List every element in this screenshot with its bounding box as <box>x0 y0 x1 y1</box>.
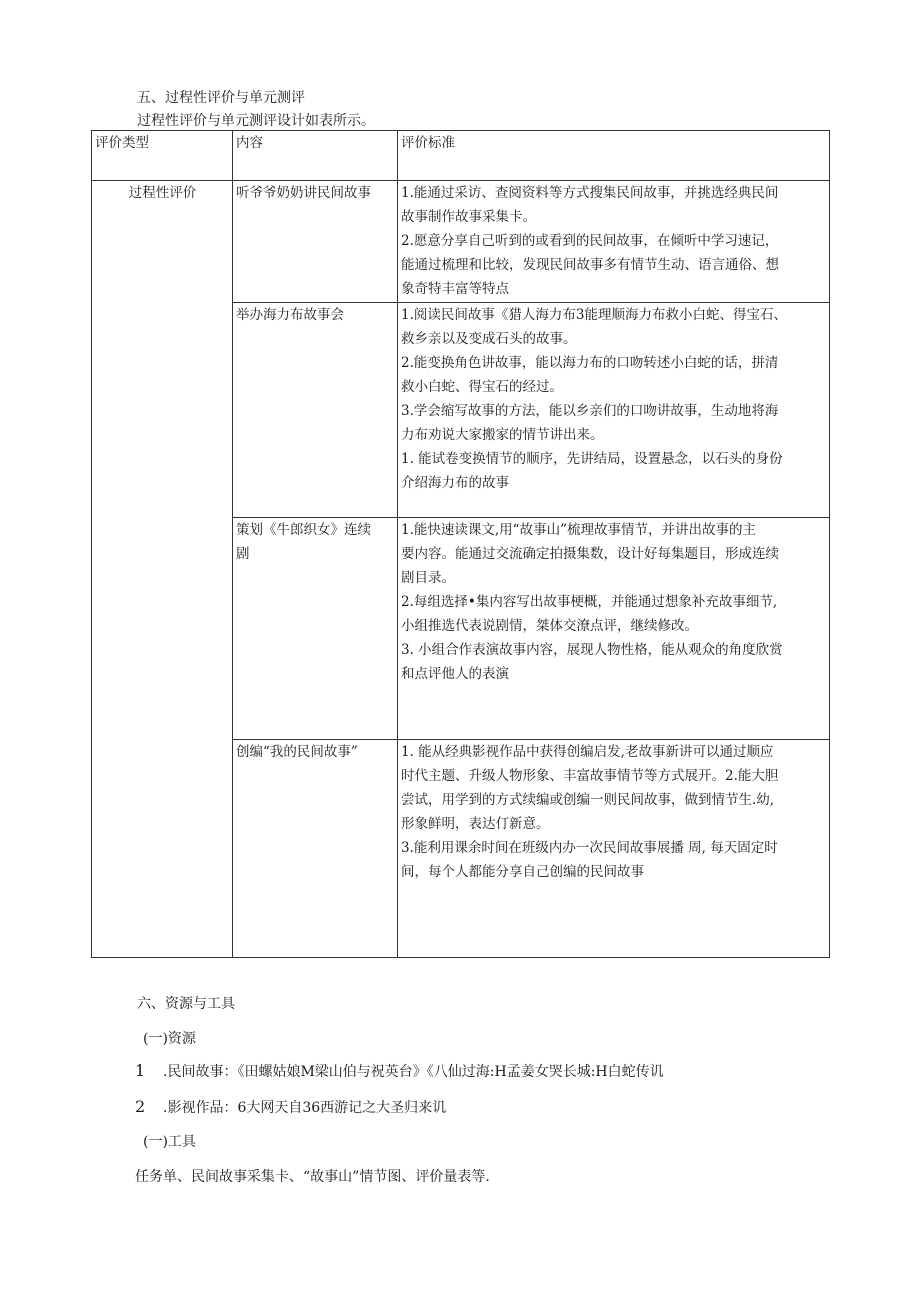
criteria-line: 1. 能从经典影视作品中获得创编启发,老故事新讲可以通过顺应 <box>401 744 774 760</box>
content-label: 举办海力布故事会 <box>236 307 344 323</box>
criteria-cell <box>398 181 830 303</box>
criteria-line: 力布劝说大家搬家的情节讲出来。 <box>401 427 604 443</box>
list-item <box>135 1097 446 1117</box>
criteria-line: 象奇特丰富等特点 <box>401 281 509 297</box>
criteria-line: 1.阅读民间故事《猎人海力布3能理顺海力布救小白蛇、得宝石、 <box>401 307 787 323</box>
header-type: 评价类型 <box>92 131 233 181</box>
criteria-line: 3.学会缩写故事的方法，能以乡亲们的口吻讲故事，生动地将海 <box>401 403 779 419</box>
criteria-line: 小组推选代表说剧情，桀体交潦点评，继续修改。 <box>401 618 698 634</box>
criteria-cell <box>398 303 830 518</box>
criteria-line: 1.能快速读课文,用“故事山”梳理故事情节，并讲出故事的主 <box>401 522 756 538</box>
table-row <box>92 181 830 303</box>
criteria-line: 2.每组选择•集内容写出故事梗概，并能通过想象补充故事细节, <box>401 594 778 610</box>
criteria-line: 间，每个人都能分享自己创编的民间故事 <box>401 864 644 880</box>
criteria-line: 救乡亲以及变成石头的故事。 <box>401 331 577 347</box>
criteria-line: 2.愿意分享自己听到的或看到的民间故事，在倾听中学习速记， <box>401 233 779 249</box>
criteria-line: 1.能通过采访、查阅资料等方式搜集民间故事，并挑选经典民间 <box>401 185 779 201</box>
criteria-line: 剧目录。 <box>401 570 455 586</box>
criteria-line: 要内容。能通过交流确定拍摄集数，设计好每集题目，形成连续 <box>401 546 779 562</box>
list-item-text: .民间故事：《田螺姑娘M梁山伯与祝英台》《八仙过海:H孟姜女哭长城:H白蛇传讥 <box>163 1064 664 1080</box>
content-label: 剧 <box>236 546 250 562</box>
criteria-line: 形象鲜明，表达仃新意。 <box>401 816 550 832</box>
content-label: 创编“我的民间故事” <box>236 744 358 760</box>
criteria-line: 和点评他人的表演 <box>401 666 509 682</box>
criteria-cell <box>398 518 830 740</box>
criteria-line: 救小白蛇、得宝石的经过。 <box>401 379 563 395</box>
list-item-number: 1 <box>135 1061 146 1080</box>
list-item-number: 2 <box>135 1097 146 1116</box>
tools-text: 任务单、民间故事采集卡、“故事山”情节图、评价量表等. <box>135 1169 490 1185</box>
evaluation-type-label: 过程性评价 <box>128 185 197 201</box>
criteria-line: 2.能变换角色讲故事，能以海力布的口吻转述小白蛇的话，拼清 <box>401 355 779 371</box>
list-item <box>135 1061 664 1081</box>
header-content: 内容 <box>233 131 398 181</box>
evaluation-type-cell <box>92 181 233 958</box>
list-item-text: .影视作品：6大网天自36西游记之大圣归来讥 <box>163 1100 447 1116</box>
content-cell <box>233 740 398 958</box>
criteria-line: 1. 能试卷变换情节的顺序，先讲结局，设置悬念，以石头的身份 <box>401 451 783 467</box>
criteria-cell <box>398 740 830 958</box>
criteria-line: 3. 小组合作表演故事内容，展现人物性格，能从观众的角度欣赏 <box>401 642 783 658</box>
section5-intro: 过程性评价与单元测评设计如表所示。 <box>137 113 375 129</box>
content-label: 听爷爷奶奶讲民间故事 <box>236 185 371 201</box>
tools-subheading: (一)工具 <box>143 1134 196 1150</box>
criteria-line: 介绍海力布的故事 <box>401 475 509 491</box>
table-header-row <box>92 131 830 181</box>
content-cell <box>233 181 398 303</box>
criteria-line: 时代主题、升级人物形象、丰富故事情节等方式展开。2.能大胆 <box>401 768 779 784</box>
section6-heading: 六、资源与工具 <box>137 996 235 1012</box>
criteria-line: 尝试，用学到的方式续编或创编一则民间故事，做到情节生.幼, <box>401 792 775 808</box>
evaluation-table <box>91 130 830 958</box>
resources-subheading: (一)资源 <box>143 1031 196 1047</box>
content-label: 策划《牛郎织女》连续 <box>236 522 371 538</box>
content-cell <box>233 303 398 518</box>
header-criteria: 评价标准 <box>398 131 830 181</box>
criteria-line: 3.能利用课余时间在班级内办一次民间故事展播 周, 每天固定时 <box>401 840 778 856</box>
section5-heading: 五、过程性评价与单元测评 <box>137 90 305 106</box>
criteria-line: 能通过梳理和比较，发现民间故事多有情节生动、语言通俗、想 <box>401 257 779 273</box>
criteria-line: 故事制作故事采集卡。 <box>401 209 536 225</box>
content-cell <box>233 518 398 740</box>
